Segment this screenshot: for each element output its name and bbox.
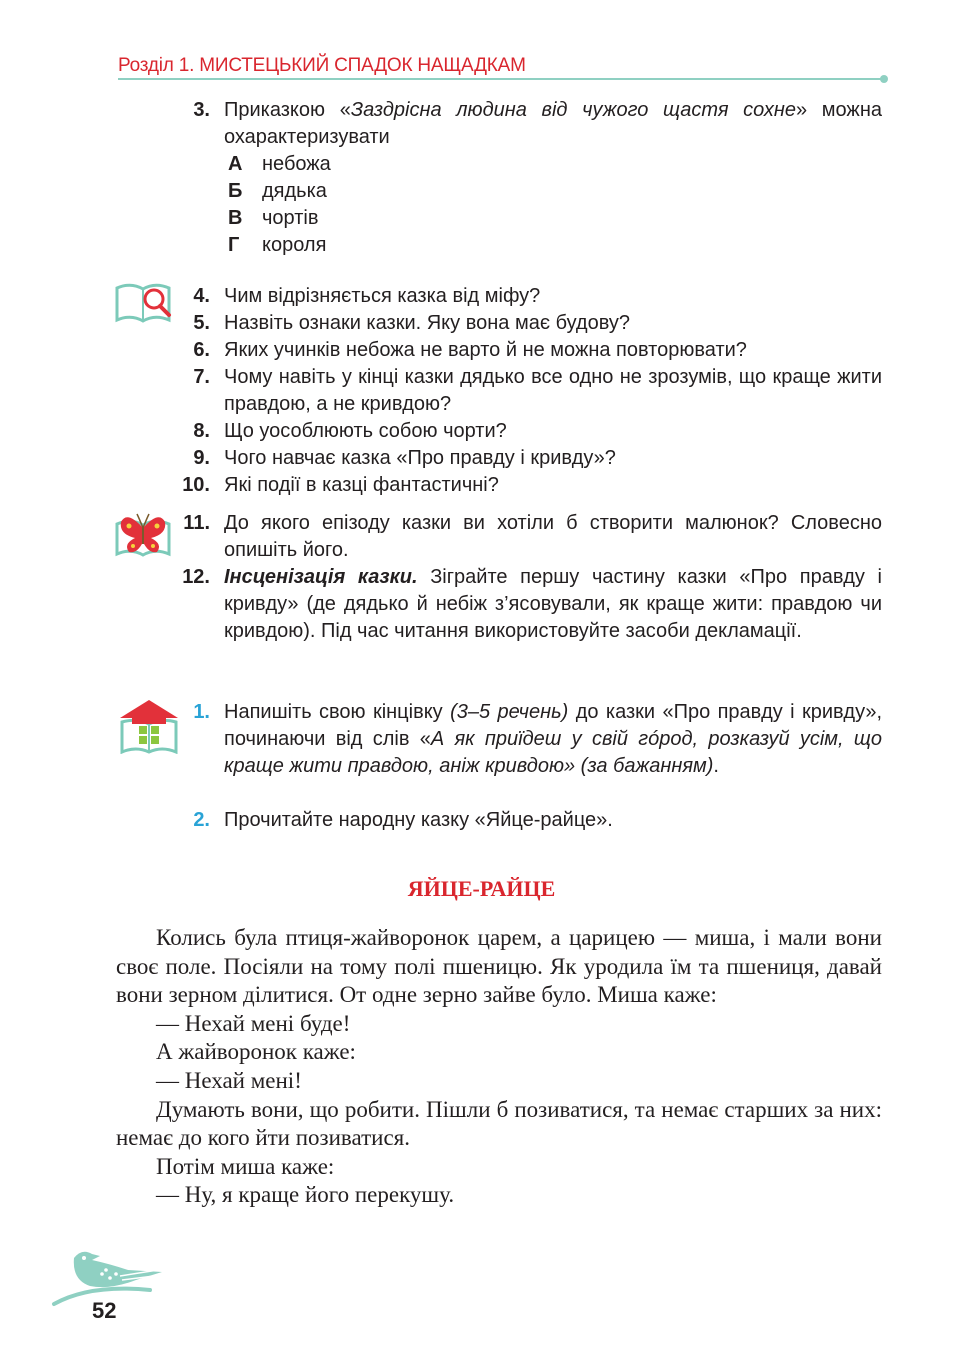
running-header [118, 52, 888, 82]
question-number: 4. [193, 285, 210, 307]
question-text: Інсценізація казки. Зіграйте першу частину казки «Про правду і кривду» (де дядько й небіж з’ясовували, як краще жити: правдою чи кривдою). Під час читання використовуйте засоби декламації. [224, 566, 883, 642]
question-text: Чого навчає казка «Про правду і кривду»? [224, 447, 616, 469]
option-text: небожа [262, 153, 331, 175]
question-text: Чому навіть у кінці казки дядько все одно не зрозумів, що краще жити правдою, а не кривдою? [224, 366, 882, 415]
question-7 [0, 364, 963, 418]
homework-task-1 [0, 699, 963, 807]
story-paragraph: Думають вони, що робити. Пішли б позиватися, та немає старших за них: немає до кого йти позиватися. [116, 1096, 882, 1151]
question-text: До якого епізоду казки ви хотіли б створити малюнок? Словесно опишіть його. [224, 512, 882, 561]
question-number: 6. [193, 339, 210, 361]
option-letter: Г [228, 234, 240, 256]
task-number: 2. [193, 809, 210, 831]
question-text: Які події в казці фантастичні? [224, 474, 499, 496]
story-paragraph: Потім миша каже: [156, 1153, 335, 1179]
question-8 [0, 418, 963, 445]
question-10 [0, 472, 963, 499]
question-3 [0, 97, 963, 267]
question-number: 11. [183, 512, 210, 534]
story-paragraph: Колись була птиця-жайворонок царем, а царицею — миша, і мали вони своє поле. Посіяли на тому полі пшеницю. Як уродила їм та пшениця, давай вони зерном ділитися. От одне зерно зайве було. Миша каже: [116, 925, 882, 1008]
question-number: 12. [182, 566, 210, 588]
question-11 [0, 510, 963, 564]
question-number: 8. [193, 420, 210, 442]
question-6 [0, 337, 963, 364]
story-body [116, 924, 882, 1210]
question-text: Що уособлюють собою чорти? [224, 420, 507, 442]
question-12 [0, 564, 963, 672]
option-text: чортів [262, 207, 319, 229]
header-rule-dot [880, 75, 888, 83]
option-letter: Б [228, 180, 243, 202]
question-4 [0, 283, 963, 310]
homework-task-2 [0, 807, 963, 834]
question-9 [0, 445, 963, 472]
task-text: Прочитайте народну казку «Яйце-райце». [224, 809, 613, 831]
story-paragraph: А жайворонок каже: [156, 1039, 356, 1065]
option-letter: В [228, 207, 243, 229]
option-text: дядька [262, 180, 327, 202]
story-title: ЯЙЦЕ-РАЙЦЕ [407, 876, 556, 901]
question-number: 3. [193, 99, 210, 121]
story-paragraph: — Нехай мені! [156, 1067, 302, 1093]
question-text: Приказкою «Заздрісна людина від чужого щастя сохне» можна охарактеризувати [224, 99, 882, 148]
task-number: 1. [193, 701, 210, 723]
page-number: 52 [92, 1298, 117, 1323]
question-5 [0, 310, 963, 337]
story-paragraph: — Нехай мені буде! [156, 1010, 351, 1036]
story-paragraph: — Ну, я краще його перекушу. [156, 1182, 455, 1208]
question-text: Яких учинків небожа не варто й не можна повторювати? [224, 339, 747, 361]
section-title: Розділ 1. МИСТЕЦЬКИЙ СПАДОК НАЩАДКАМ [118, 55, 526, 76]
option-text: короля [262, 234, 327, 256]
option-letter: А [228, 153, 243, 175]
task-text: Напишіть свою кінцівку (3–5 речень) до казки «Про правду і кривду», починаючи від слів «А як приїдеш у свій гóрод, розказуй усім, що краще жити правдою, аніж кривдою» (за бажанням). [224, 701, 883, 777]
header-rule [118, 78, 884, 80]
question-number: 10. [182, 474, 210, 496]
question-number: 7. [193, 366, 210, 388]
question-text: Назвіть ознаки казки. Яку вона має будову? [224, 312, 631, 334]
question-number: 5. [193, 312, 210, 334]
question-number: 9. [193, 447, 210, 469]
question-text: Чим відрізняється казка від міфу? [224, 285, 541, 307]
